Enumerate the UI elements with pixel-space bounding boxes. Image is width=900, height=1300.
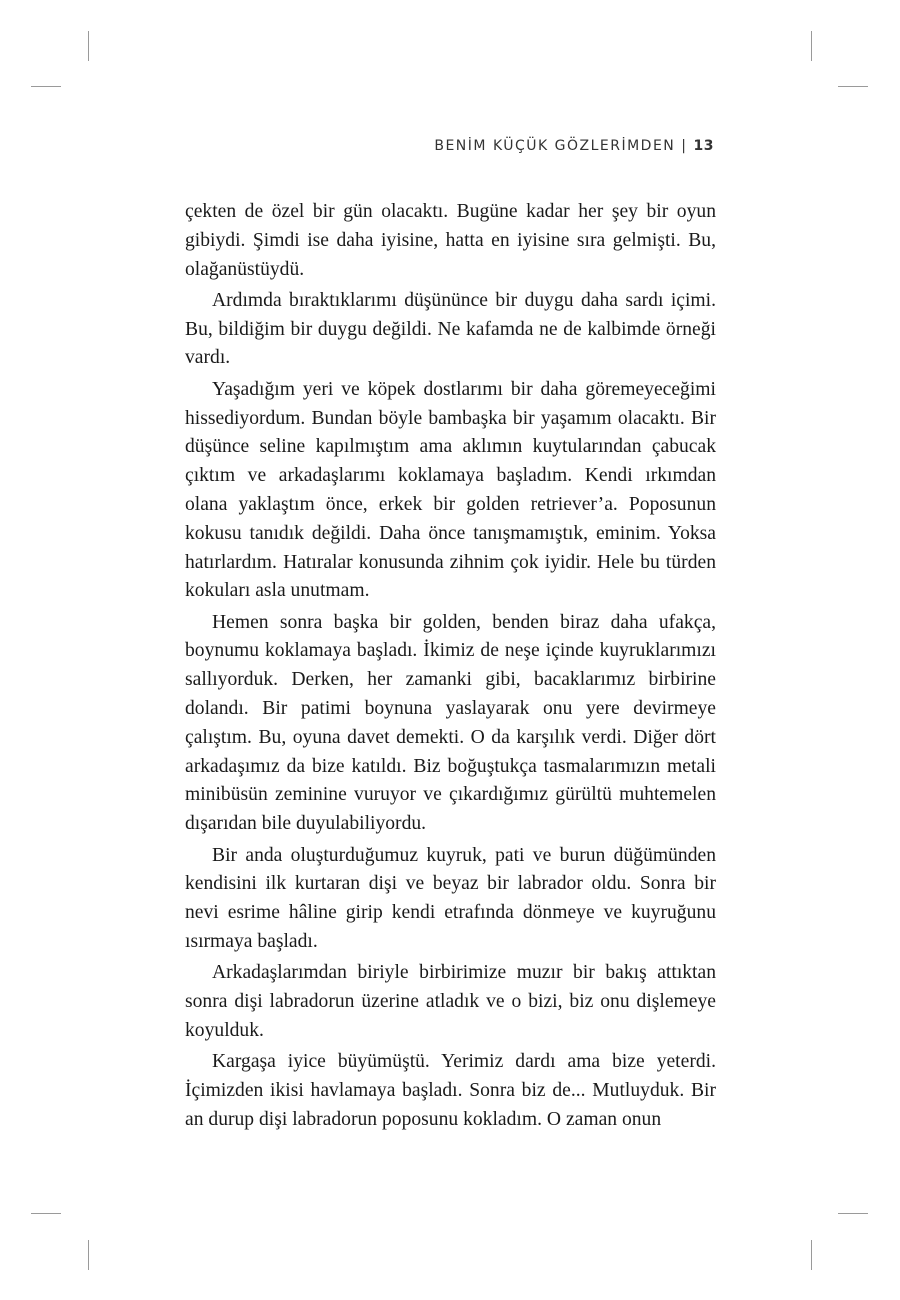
- crop-mark-bottom-left: [88, 1240, 89, 1270]
- running-header: [434, 138, 714, 154]
- crop-mark-bottom-right: [811, 1240, 812, 1270]
- crop-mark-top-right: [811, 31, 812, 61]
- crop-mark-top-left-h: [31, 86, 61, 87]
- paragraph: Yaşadığım yeri ve köpek dostlarımı bir daha göremeyeceğimi hissediyordum. Bundan böyle bambaşka bir yaşamım olacaktı. Bir düşünce seline kapılmıştım ama aklımın kuytularından çabucak çıktım ve arkadaşlarımı koklamaya başladım. Kendi ırkımdan olana yaklaştım önce, erkek bir golden retriever’a. Poposunun kokusu tanıdık değildi. Daha önce tanışmamıştık, eminim. Yoksa hatırlardım. Hatıralar konusunda zihnim çok iyidir. Hele bu türden kokuları asla unutmam.: [185, 378, 716, 602]
- paragraph: Hemen sonra başka bir golden, benden biraz daha ufakça, boynumu koklamaya başladı. İkimiz de neşe içinde kuyruklarımızı sallıyorduk. Derken, her zamanki gibi, bacaklarımız birbirine dolandı. Bir patimi boynuna yaslayarak onu yere devirmeye çalıştım. Bu, oyuna davet demekti. O da karşılık verdi. Diğer dört arkadaşımız da bize katıldı. Biz boğuştukça tasmalarımızın metali minibüsün zeminine vuruyor ve çıkardığımız gürültü muhtemelen dışarıdan bile duyulabiliyordu.: [185, 611, 716, 835]
- header-separator: |: [681, 138, 688, 154]
- page-number: 13: [693, 138, 714, 154]
- paragraph: Bir anda oluşturduğumuz kuyruk, pati ve burun düğümünden kendisini ilk kurtaran dişi ve beyaz bir labrador oldu. Sonra bir nevi esrime hâline girip kendi etrafında dönmeye ve kuyruğunu ısırmaya başladı.: [185, 844, 716, 952]
- paragraph: Ardımda bıraktıklarımı düşününce bir duygu daha sardı içimi. Bu, bildiğim bir duygu değildi. Ne kafamda ne de kalbimde örneği vardı.: [185, 289, 716, 369]
- crop-mark-top-right-h: [838, 86, 868, 87]
- running-title: BENİM KÜÇÜK GÖZLERİMDEN: [434, 138, 676, 154]
- crop-mark-bottom-right-h: [838, 1213, 868, 1214]
- paragraph: Arkadaşlarımdan biriyle birbirimize muzır bir bakış attıktan sonra dişi labradorun üzerine atladık ve o bizi, biz onu dişlemeye koyulduk.: [185, 962, 716, 1041]
- crop-mark-bottom-left-h: [31, 1213, 61, 1214]
- paragraph: çekten de özel bir gün olacaktı. Bugüne kadar her şey bir oyun gibiydi. Şimdi ise daha iyisine, hatta en iyisine sıra gelmişti. Bu, olağanüstüydü.: [185, 201, 716, 280]
- paragraph: Kargaşa iyice büyümüştü. Yerimiz dardı ama bize yeterdi. İçimizden ikisi havlamaya başladı. Sonra biz de... Mutluyduk. Bir an durup dişi labradorun poposunu kokladım. O zaman onun: [185, 1051, 716, 1130]
- crop-mark-top-left: [88, 31, 89, 61]
- body-text: [185, 198, 716, 1137]
